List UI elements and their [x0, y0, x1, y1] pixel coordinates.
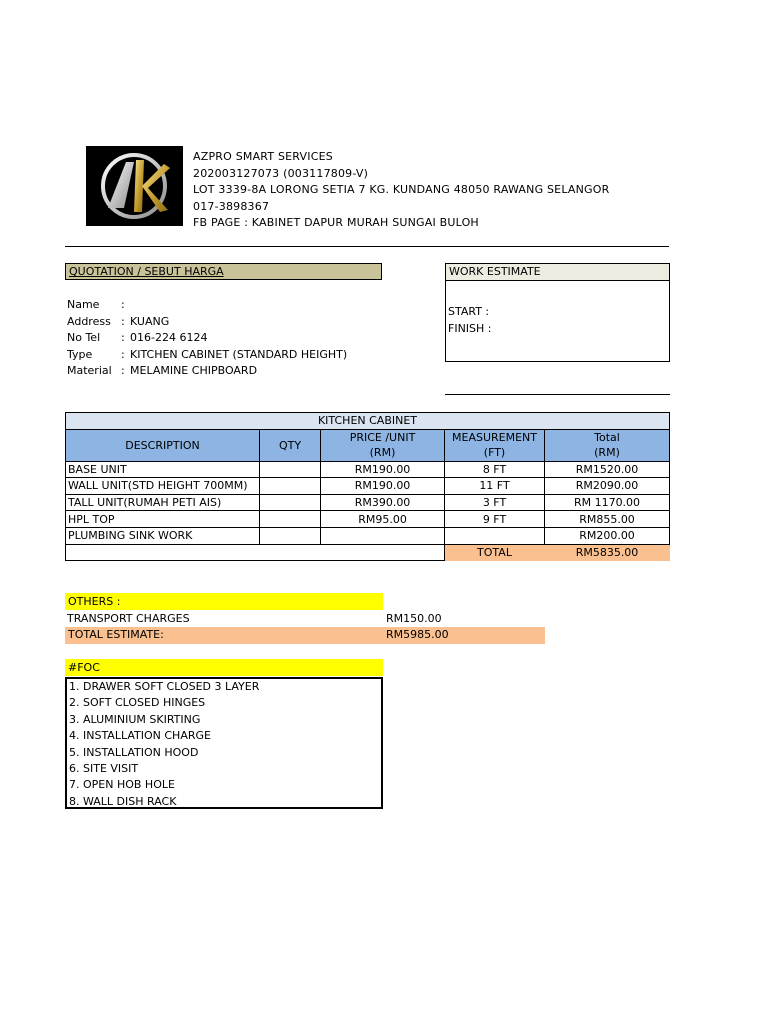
foc-item: 3. ALUMINIUM SKIRTING: [69, 712, 201, 726]
foc-list: [65, 677, 383, 809]
cell-qty: [260, 478, 321, 495]
customer-label: Name: [67, 298, 100, 311]
company-name: AZPRO SMART SERVICES: [193, 150, 333, 163]
work-estimate-title: WORK ESTIMATE: [446, 264, 669, 281]
work-finish-label: FINISH :: [448, 322, 492, 335]
table-row: [66, 478, 670, 495]
colon: :: [121, 364, 125, 378]
work-estimate-underline: [445, 394, 670, 395]
company-address: LOT 3339-8A LORONG SETIA 7 KG. KUNDANG 48050 RAWANG SELANGOR: [193, 183, 610, 197]
foc-title-bar: [65, 659, 383, 676]
customer-value: KITCHEN CABINET (STANDARD HEIGHT): [130, 347, 348, 361]
table-total-row: [66, 544, 670, 561]
cell-measurement: 8 FT: [445, 461, 545, 478]
table-row: [66, 494, 670, 511]
customer-value: KUANG: [130, 314, 170, 328]
cell-qty: [260, 511, 321, 528]
foc-item: 6. SITE VISIT: [69, 761, 139, 775]
company-fb-page: FB PAGE : KABINET DAPUR MURAH SUNGAI BULOH: [193, 216, 479, 230]
table-header-row: [66, 429, 670, 461]
foc-title: #FOC: [68, 661, 100, 674]
cell-price: RM95.00: [321, 511, 445, 528]
ak-logo-graphic: [86, 146, 183, 226]
table-row: [66, 461, 670, 478]
table-title-row: [66, 413, 670, 430]
header-divider: [65, 246, 669, 247]
customer-label: Material: [67, 364, 112, 378]
cell-total: RM 1170.00: [545, 494, 670, 511]
header-measurement: MEASUREMENT (FT): [445, 429, 545, 461]
company-info: [193, 149, 609, 232]
cell-measurement: 9 FT: [445, 511, 545, 528]
foc-item: 4. INSTALLATION CHARGE: [69, 729, 211, 743]
company-logo: [86, 146, 183, 226]
foc-item: 2. SOFT CLOSED HINGES: [69, 696, 206, 710]
others-title: OTHERS :: [68, 595, 121, 608]
colon: :: [121, 331, 125, 345]
customer-label: Type: [67, 347, 93, 361]
customer-value: 016-224 6124: [130, 331, 208, 345]
cell-qty: [260, 461, 321, 478]
cell-total: RM2090.00: [545, 478, 670, 495]
table-row: [66, 527, 670, 544]
customer-label: No Tel: [67, 331, 101, 345]
kitchen-cabinet-table: [65, 412, 670, 561]
header-description: DESCRIPTION: [66, 429, 260, 461]
header-qty: QTY: [260, 429, 321, 461]
colon: :: [121, 314, 125, 328]
quotation-title: QUOTATION / SEBUT HARGA: [69, 265, 224, 278]
cell-measurement: 3 FT: [445, 494, 545, 511]
total-spacer: [66, 544, 445, 561]
work-start-label: START :: [448, 305, 490, 318]
cell-description: PLUMBING SINK WORK: [66, 527, 260, 544]
header-price: PRICE /UNIT (RM): [321, 429, 445, 461]
cell-total: RM855.00: [545, 511, 670, 528]
company-registration: 202003127073 (003117809-V): [193, 166, 369, 180]
total-estimate-value: RM5985.00: [386, 628, 449, 641]
table-title: KITCHEN CABINET: [66, 413, 670, 430]
cell-measurement: [445, 527, 545, 544]
total-label: TOTAL: [445, 544, 545, 561]
foc-item: 7. OPEN HOB HOLE: [69, 778, 175, 792]
customer-label: Address: [67, 314, 111, 328]
cell-price: [321, 527, 445, 544]
foc-item: 8. WALL DISH RACK: [69, 794, 177, 808]
cell-description: BASE UNIT: [66, 461, 260, 478]
cell-price: RM190.00: [321, 478, 445, 495]
cell-price: RM390.00: [321, 494, 445, 511]
customer-value: MELAMINE CHIPBOARD: [130, 364, 258, 378]
others-title-bar: [65, 593, 383, 610]
total-value: RM5835.00: [545, 544, 670, 561]
transport-charges-value: RM150.00: [386, 612, 442, 625]
cell-measurement: 11 FT: [445, 478, 545, 495]
header-total: Total (RM): [545, 429, 670, 461]
total-estimate-label: TOTAL ESTIMATE:: [68, 628, 164, 641]
transport-charges-label: TRANSPORT CHARGES: [67, 612, 190, 625]
company-phone: 017-3898367: [193, 199, 270, 213]
foc-item: 1. DRAWER SOFT CLOSED 3 LAYER: [69, 680, 260, 693]
quotation-title-bar: [65, 263, 382, 280]
total-estimate-bar: [65, 627, 545, 644]
colon: :: [121, 347, 125, 361]
cell-description: WALL UNIT(STD HEIGHT 700MM): [66, 478, 260, 495]
cell-total: RM1520.00: [545, 461, 670, 478]
foc-item: 5. INSTALLATION HOOD: [69, 745, 199, 759]
cell-price: RM190.00: [321, 461, 445, 478]
cell-description: TALL UNIT(RUMAH PETI AIS): [66, 494, 260, 511]
table-row: [66, 511, 670, 528]
cell-description: HPL TOP: [66, 511, 260, 528]
cell-qty: [260, 527, 321, 544]
cell-qty: [260, 494, 321, 511]
colon: :: [121, 298, 125, 311]
cell-total: RM200.00: [545, 527, 670, 544]
work-estimate-box: [445, 263, 670, 362]
